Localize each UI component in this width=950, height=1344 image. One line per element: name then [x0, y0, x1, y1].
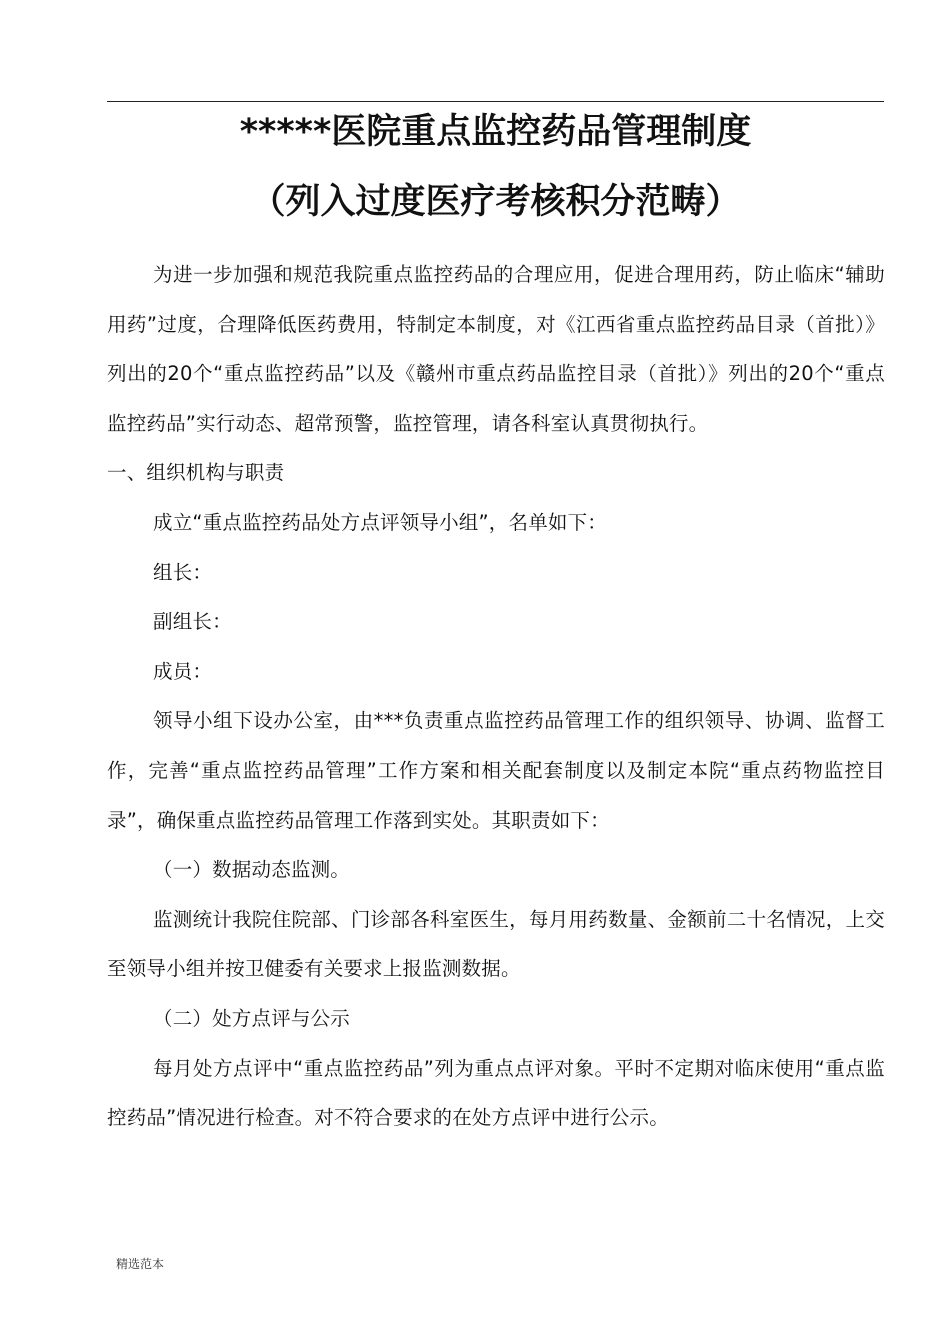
header-rule [107, 101, 884, 102]
deputy-leader-line: 副组长： [153, 610, 232, 634]
duty1-heading: （一）数据动态监测。 [153, 858, 351, 882]
document-subtitle: （列入过度医疗考核积分范畴） [250, 182, 741, 222]
duty1-paragraph: 监测统计我院住院部、门诊部各科室医生，每月用药数量、金额前二十名情况，上交至领导小组并按卫健委有关要求上报监测数据。 [107, 907, 885, 981]
group-intro-paragraph: 成立“重点监控药品处方点评领导小组”，名单如下： [153, 510, 608, 534]
members-line: 成员： [153, 659, 213, 683]
document-title: *****医院重点监控药品管理制度 [239, 112, 752, 152]
duty2-paragraph: 每月处方点评中“重点监控药品”列为重点点评对象。平时不定期对临床使用“重点监控药品”情况进行检查。对不符合要求的在处方点评中进行公示。 [107, 1056, 885, 1130]
duty2-heading: （二）处方点评与公示 [153, 1006, 351, 1030]
office-paragraph: 领导小组下设办公室，由***负责重点监控药品管理工作的组织领导、协调、监督工作，完善“重点监控药品管理”工作方案和相关配套制度以及制定本院“重点药物监控目录”，确保重点监控药品管理工作落到实处。其职责如下： [107, 709, 885, 832]
leader-line: 组长： [153, 560, 213, 584]
footer-note: 精选范本 [116, 1257, 165, 1271]
section-heading-organization: 一、组织机构与职责 [107, 461, 285, 485]
intro-paragraph: 为进一步加强和规范我院重点监控药品的合理应用，促进合理用药，防止临床“辅助用药”过度，合理降低医药费用，特制定本制度，对《江西省重点监控药品目录（首批）》列出的20个“重点监控药品”以及《赣州市重点药品监控目录（首批）》列出的20个“重点监控药品”实行动态、超常预警，监控管理，请各科室认真贯彻执行。 [107, 263, 885, 435]
document-body [107, 250, 885, 1143]
